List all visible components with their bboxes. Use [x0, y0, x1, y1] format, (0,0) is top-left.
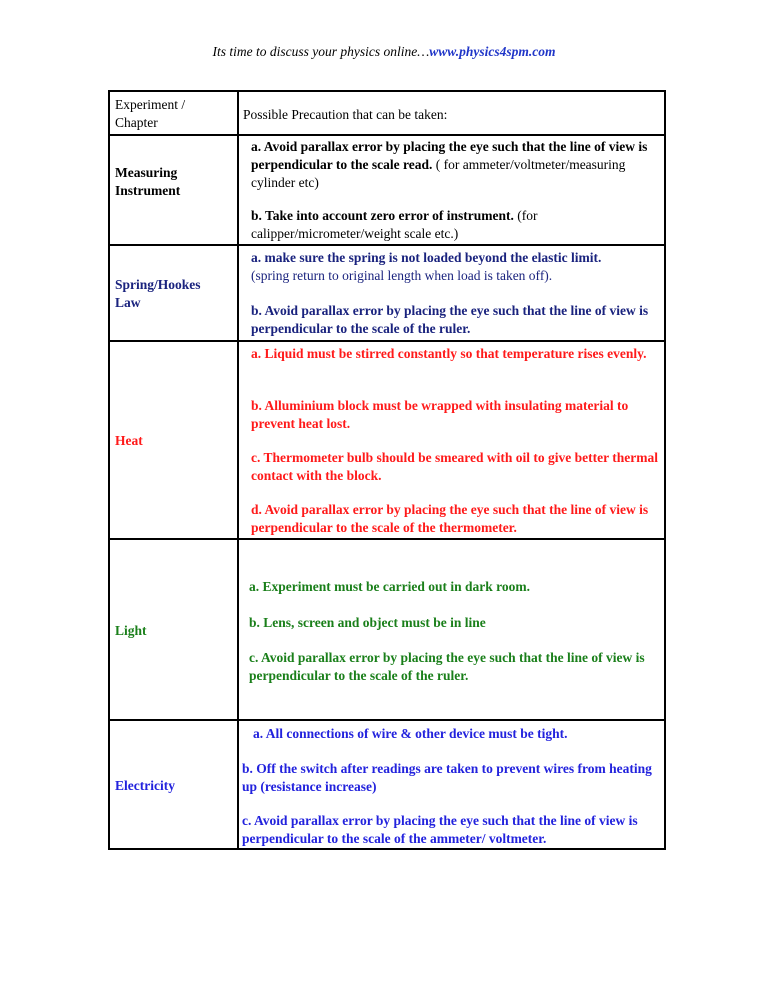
spring-a-note: (spring return to original length when load is taken off).	[251, 268, 553, 283]
spring-precaution-a	[251, 249, 663, 285]
heat-precaution-b: b. Alluminium block must be wrapped with insulating material to prevent heat lost.	[251, 398, 629, 431]
row-divider	[110, 244, 664, 246]
chapter-measuring-instrument: Measuring Instrument	[115, 165, 181, 198]
precaution-table	[108, 90, 666, 850]
row-divider	[110, 538, 664, 540]
measuring-b-note: (for calipper/micrometer/weight scale etc.)	[251, 208, 538, 241]
heat-precaution-a: a. Liquid must be stirred constantly so that temperature rises evenly.	[251, 346, 647, 361]
row-divider	[110, 719, 664, 721]
spring-a-bold: a. make sure the spring is not loaded beyond the elastic limit.	[251, 250, 602, 265]
column-divider	[237, 92, 239, 848]
light-precaution-b: b. Lens, screen and object must be in line	[249, 615, 486, 630]
light-precaution-c: c. Avoid parallax error by placing the eye such that the line of view is perpendicular to the scale of the ruler.	[249, 650, 645, 683]
electricity-precaution-c: c. Avoid parallax error by placing the eye such that the line of view is perpendicular to the scale of the ammeter/ voltmeter.	[242, 813, 638, 846]
chapter-electricity: Electricity	[115, 778, 175, 793]
light-precaution-a: a. Experiment must be carried out in dark room.	[249, 579, 530, 594]
measuring-b-bold: b. Take into account zero error of instrument.	[251, 208, 514, 223]
heat-precaution-c: c. Thermometer bulb should be smeared with oil to give better thermal contact with the block.	[251, 450, 658, 483]
column-header-precaution: Possible Precaution that can be taken:	[243, 107, 448, 122]
page-header	[0, 44, 768, 60]
heat-precaution-d: d. Avoid parallax error by placing the eye such that the line of view is perpendicular to the scale of the thermometer.	[251, 502, 649, 535]
chapter-spring-hookes-law: Spring/Hookes Law	[115, 277, 201, 310]
electricity-precaution-a: a. All connections of wire & other device must be tight.	[253, 726, 568, 741]
chapter-heat: Heat	[115, 433, 143, 448]
electricity-precaution-b: b. Off the switch after readings are taken to prevent wires from heating up (resistance increase)	[242, 761, 652, 794]
chapter-light: Light	[115, 623, 147, 638]
spring-precaution-b: b. Avoid parallax error by placing the eye such that the line of view is perpendicular to the scale of the ruler.	[251, 303, 649, 336]
header-text: Its time to discuss your physics online…	[212, 44, 430, 59]
row-divider	[110, 340, 664, 342]
header-url-link[interactable]: www.physics4spm.com	[429, 44, 556, 59]
row-divider	[110, 134, 664, 136]
column-header-experiment: Experiment / Chapter	[115, 97, 186, 130]
measuring-a-note: ( for ammeter/voltmeter/measuring cylinder etc)	[251, 157, 626, 190]
measuring-precaution-a	[251, 138, 663, 192]
measuring-a-bold: a. Avoid parallax error by placing the eye such that the line of view is perpendicular to the scale read.	[251, 139, 648, 172]
measuring-precaution-b	[251, 207, 663, 243]
